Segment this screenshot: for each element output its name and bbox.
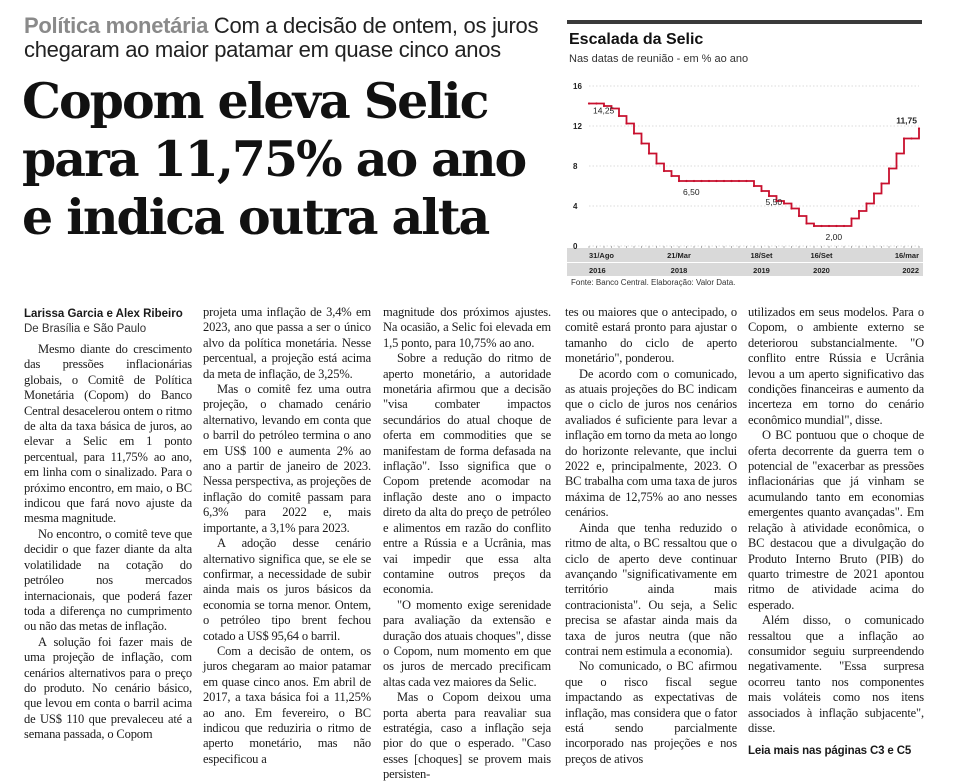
x-tick-label-date: 16/Set bbox=[810, 251, 833, 260]
y-tick-label: 0 bbox=[573, 242, 578, 251]
paragraph: No comunicado, o BC afirmou que o risco fiscal segue impactando as expectativas de inflação, mas considera que o fator está sendo parcialmente incorporado nas projeções e nos preços de ativos bbox=[565, 659, 737, 766]
data-point bbox=[670, 175, 672, 177]
article-column-2 bbox=[203, 305, 371, 767]
headline: Copom eleva Selic para 11,75% ao ano e indica outra alta bbox=[22, 72, 526, 246]
chart-source: Fonte: Banco Central. Elaboração: Valor Data. bbox=[571, 278, 736, 287]
paragraph: "O momento exige serenidade para avaliação da extensão e duração dos atuais choques", disse o Copom, num momento em que os juros de mercado precificam altas cada vez maiores da Selic. bbox=[383, 597, 551, 689]
paragraph: Mas o comitê fez uma outra projeção, o chamado cenário alternativo, levando em conta que o barril do petróleo termina o ano em US$ 100 e aumenta 2% ao ano a partir de janeiro de 2023. Nessa perspectiva, as projeções de inflação do comitê passam para 6,3% para 2022 e, mais importante, a 3,1% para 2023. bbox=[203, 382, 371, 535]
data-point bbox=[745, 180, 747, 182]
continue-reading-note: Leia mais nas páginas C3 e C5 bbox=[748, 745, 912, 758]
data-point bbox=[888, 167, 890, 169]
selic-chart bbox=[567, 20, 927, 292]
kicker-text: Com a decisão de ontem, os juros chegaram ao maior patamar em quase cinco anos bbox=[24, 13, 539, 62]
byline-location: De Brasília e São Paulo bbox=[24, 323, 147, 335]
chart-subtitle: Nas datas de reunião - em % ao ano bbox=[569, 53, 749, 65]
data-point bbox=[895, 152, 897, 154]
x-axis-band-dates bbox=[567, 248, 923, 262]
chart-plot bbox=[567, 80, 925, 276]
paragraph: No encontro, o comitê teve que decidir o que fazer diante da alta volatilidade na cotação do petróleo nos mercados internacionais, que poderá fazer toda a diferença no cumprimento ou não das metas de inflação. bbox=[24, 526, 192, 634]
data-point bbox=[753, 185, 755, 187]
article-column-3 bbox=[383, 305, 551, 783]
data-point bbox=[843, 225, 845, 227]
data-point bbox=[715, 180, 717, 182]
data-point bbox=[588, 102, 590, 104]
data-point bbox=[700, 180, 702, 182]
paragraph: A solução foi fazer mais de uma projeção de inflação, com cenários alternativos para o preço do produto. No cenário básico, que levou em conta o barril acima de US$ 110 que prevaleceu até a semana passada, o Copom bbox=[24, 634, 192, 742]
data-point bbox=[678, 180, 680, 182]
data-point bbox=[873, 192, 875, 194]
data-label: 14,25 bbox=[593, 105, 615, 116]
kicker bbox=[24, 14, 564, 62]
y-tick-label: 16 bbox=[573, 82, 582, 91]
article-column-5 bbox=[748, 305, 924, 760]
data-point bbox=[738, 180, 740, 182]
byline-authors: Larissa Garcia e Alex Ribeiro bbox=[24, 308, 183, 320]
data-point bbox=[813, 225, 815, 227]
data-point bbox=[903, 137, 905, 139]
data-point bbox=[633, 132, 635, 134]
data-point bbox=[805, 222, 807, 224]
data-point bbox=[820, 225, 822, 227]
x-tick-label-year: 2018 bbox=[670, 266, 688, 275]
data-label: 11,75 bbox=[896, 115, 917, 126]
data-point bbox=[910, 137, 912, 139]
selic-series-line bbox=[589, 104, 919, 227]
data-point bbox=[655, 162, 657, 164]
x-tick-label-date: 31/Ago bbox=[589, 251, 615, 260]
x-tick-label-year: 2019 bbox=[753, 266, 770, 275]
data-point bbox=[835, 225, 837, 227]
paragraph: Ainda que tenha reduzido o ritmo de alta, o BC ressaltou que o ciclo de aperto deve continuar avançando "significativamente em território ainda mais contracionista". Ou seja, a Selic precisa se afastar ainda mais da taxa de juros neutra (que não contrai nem estimula a economia). bbox=[565, 520, 737, 658]
data-point bbox=[685, 180, 687, 182]
data-point bbox=[708, 180, 710, 182]
chart-top-rule bbox=[567, 20, 922, 24]
paragraph: Além disso, o comunicado ressaltou que a inflação ao consumidor seguiu surpreendendo negativamente. "Essa surpresa ocorreu tanto nos componentes mais voláteis como nos itens associados à inflação subjacente", disse. bbox=[748, 613, 924, 735]
paragraph: Sobre a redução do ritmo de aperto monetário, a autoridade monetária afirmou que a decisão "visa combater impactos secundários do atual choque de oferta em commodities que se manifestam de forma defasada na inflação". Isso significa que o Copom pretende acomodar na inflação deste ano o impacto direto da alta do preço de petróleo e alimentos em razão do conflito entre a Rússia e a Ucrânia, mas vai impedir que essa alta contamine outros preços da economia. bbox=[383, 351, 551, 597]
article-column-1 bbox=[24, 342, 192, 743]
data-label: 2,00 bbox=[825, 232, 843, 242]
paragraph: Com a decisão de ontem, os juros chegaram ao maior patamar em quase cinco anos. Em abril de 2017, a taxa básica foi a 11,25% ao ano. Em fevereiro, o BC indicou que reduziria o ritmo de aperto monetário, mas não especificou a bbox=[203, 643, 371, 766]
byline bbox=[24, 307, 189, 337]
x-tick-label-year: 2020 bbox=[813, 266, 830, 275]
data-point bbox=[760, 190, 762, 192]
x-tick-label-year: 2016 bbox=[589, 266, 606, 275]
data-point bbox=[663, 170, 665, 172]
y-tick-label: 8 bbox=[573, 162, 578, 171]
data-label: 6,50 bbox=[683, 187, 700, 197]
data-point bbox=[595, 102, 597, 104]
data-point bbox=[783, 202, 785, 204]
paragraph: Mesmo diante do crescimento das pressões inflacionárias globais, o Comitê de Política Monetária (Copom) do Banco Central desacelerou ontem o ritmo de alta da taxa básica de juros, ao elevar a Selic em 1 ponto percentual, para 11,75% ao ano, em linha com o sinalizado. Para o próximo encontro, em maio, o BC indicou que fará novo ajuste da mesma magnitude. bbox=[24, 342, 192, 526]
chart-title: Escalada da Selic bbox=[569, 31, 704, 48]
x-tick-label-year: 2022 bbox=[902, 266, 919, 275]
data-point bbox=[693, 180, 695, 182]
paragraph: O BC pontuou que o choque de oferta decorrente da guerra tem o potencial de "exacerbar as pressões inflacionárias que já vinham se acumulando tanto em economias emergentes quanto avançadas". Em relação à atividade econômica, o BC destacou que a divulgação do Produto Interno Bruto (PIB) do quarto trimestre de 2021 apontou ritmo de atividade acima do esperado. bbox=[748, 428, 924, 612]
data-point bbox=[625, 122, 627, 124]
data-point bbox=[640, 142, 642, 144]
data-point bbox=[790, 207, 792, 209]
data-point bbox=[865, 202, 867, 204]
data-point bbox=[618, 115, 620, 117]
paragraph: Mas o Copom deixou uma porta aberta para reavaliar sua estratégia, caso a inflação seja pior do que o esperado. "Caso esses [choques] se provem mais persisten- bbox=[383, 690, 551, 782]
data-point bbox=[723, 180, 725, 182]
data-point bbox=[880, 182, 882, 184]
x-axis-band-years bbox=[567, 263, 923, 276]
y-tick-label: 4 bbox=[573, 202, 578, 211]
paragraph: magnitude dos próximos ajustes. Na ocasião, a Selic foi elevada em 1,5 ponto, para 10,75% ao ano. bbox=[383, 305, 551, 350]
paragraph: utilizados em seus modelos. Para o Copom, o ambiente externo se deteriorou substancialmente. "O conflito entre Rússia e Ucrânia levou a um aperto significativo das condições financeiras e aumento da incerteza em torno do cenário econômico mundial", disse. bbox=[748, 305, 924, 427]
data-point bbox=[918, 127, 920, 129]
x-tick-label-date: 16/mar bbox=[894, 251, 919, 260]
y-tick-label: 12 bbox=[573, 122, 582, 131]
data-point bbox=[858, 210, 860, 212]
data-label: 5,50 bbox=[765, 197, 783, 207]
data-point bbox=[828, 225, 830, 227]
paragraph: projeta uma inflação de 3,4% em 2023, ano que passa a ser o único alvo da política monetária. Nesse percentual, a projeção está acima da meta de inflação, de 3,25%. bbox=[203, 305, 371, 381]
data-point bbox=[648, 152, 650, 154]
data-point bbox=[850, 217, 852, 219]
data-point bbox=[798, 215, 800, 217]
kicker-tag: Política monetária bbox=[24, 13, 209, 38]
x-tick-label-date: 21/Mar bbox=[667, 251, 691, 260]
article-column-4 bbox=[565, 305, 737, 767]
x-tick-label-date: 18/Set bbox=[750, 251, 773, 260]
data-point bbox=[730, 180, 732, 182]
paragraph: De acordo com o comunicado, as atuais projeções do BC indicam que o ciclo de juros nos cenários avaliados é suficiente para levar a inflação em torno da meta ao longo do horizonte relevante, que inclui 2022 e, principalmente, 2023. O BC trabalha com uma taxa de juros máxima de 12,75% ao ano nesses cenários. bbox=[565, 366, 737, 520]
paragraph: A adoção desse cenário alternativo significa que, se ele se confirmar, a necessidade de subir ainda mais os juros básicos da economia se torna menor. Ontem, o petróleo tipo brent fechou cotado a US$ 95,64 o barril. bbox=[203, 536, 371, 643]
paragraph: tes ou maiores que o antecipado, o comitê estará pronto para ajustar o tamanho do ciclo de aperto monetário", ponderou. bbox=[565, 305, 737, 366]
